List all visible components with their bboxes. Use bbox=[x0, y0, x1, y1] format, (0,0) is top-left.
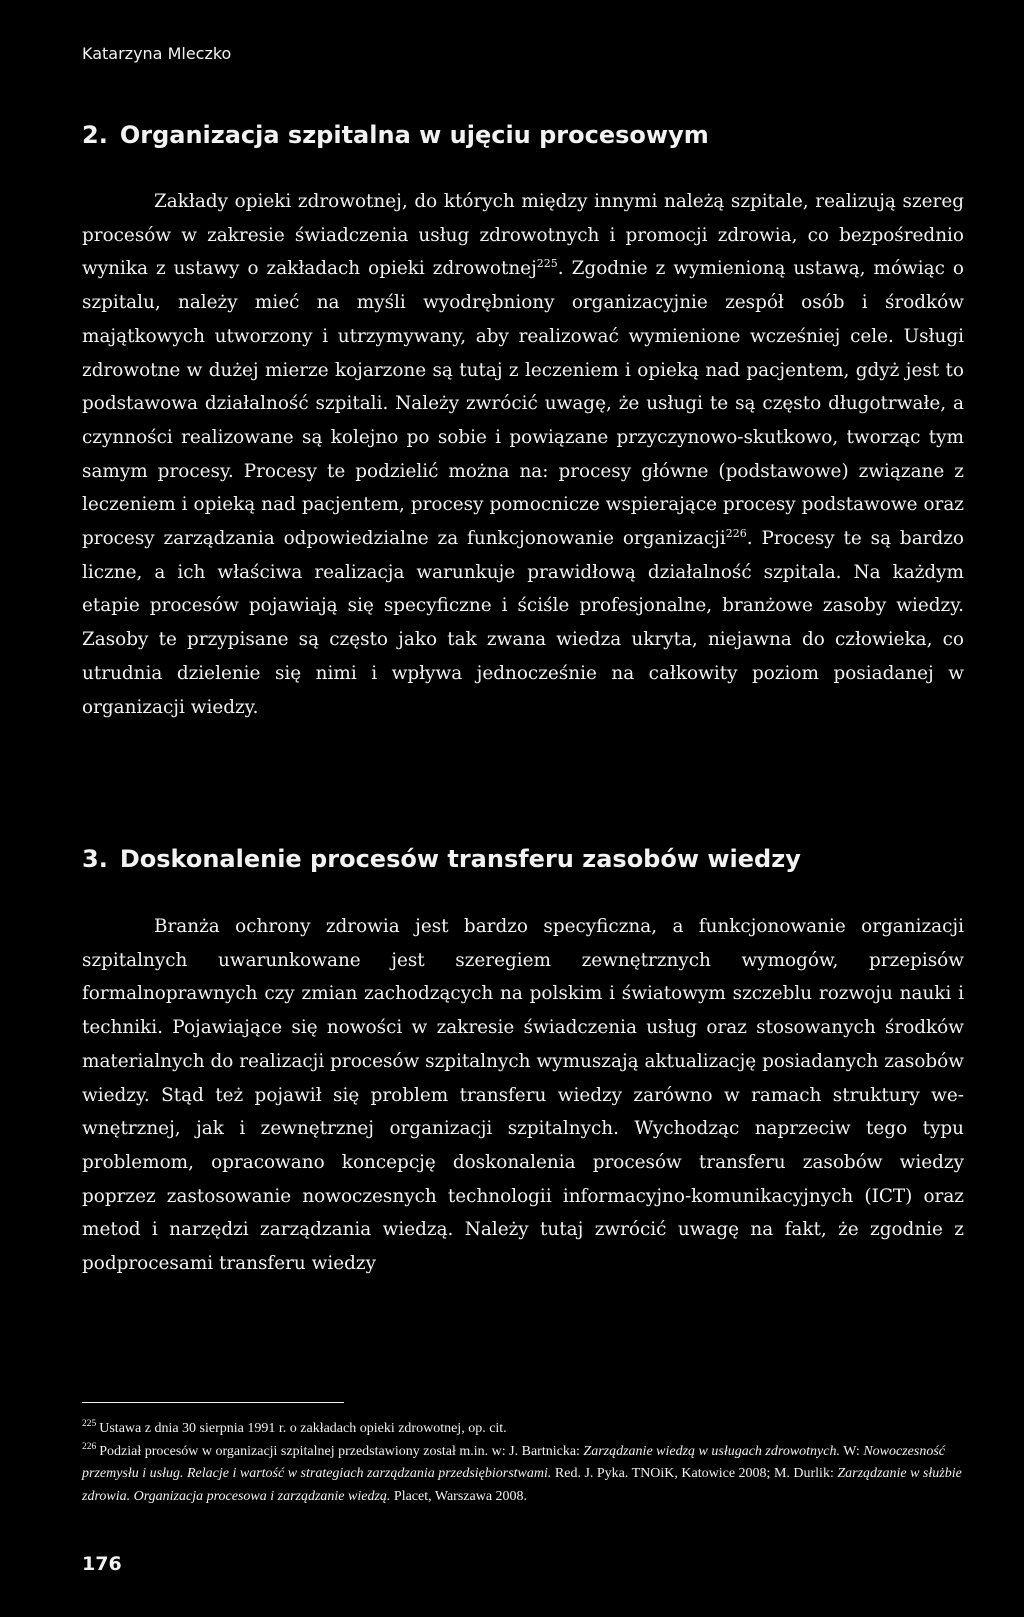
footnote-225 bbox=[82, 1418, 964, 1441]
section-3-paragraph: Branża ochrony zdrowia jest bardzo specyficzna, a funkcjonowanie organizacji szpitalnych uwarunkowane jest szeregiem zewnętrznych wymogów, przepisów formalnoprawnych czy zmian zachodzących na polskim i światowym szczeblu rozwoju nauki i techniki. Pojawiające się nowości w zakresie świadczenia usług oraz stosowanych środków materialnych do realizacji procesów szpitalnych wymuszają aktualizację posiadanych zasobów wiedzy. Stąd też pojawił się problem transferu wiedzy zarówno w ramach struktury wewnętrznej, jak i zewnętrznej organizacji szpitalnych. Wychodząc naprzeciw tego typu problemom, opracowano koncepcję doskonalenia procesów transferu zasobów wiedzy poprzez zastosowanie nowoczesnych technologii informacyjno-komunikacyjnych (ICT) oraz metod i narzędzi zarządzania wiedzą. Należy tutaj zwrócić uwagę na fakt, że zgodnie z podprocesami transferu wiedzy bbox=[82, 916, 964, 1275]
footnote-reference-226[interactable]: 226 bbox=[725, 526, 747, 540]
footnote-separator bbox=[82, 1402, 344, 1403]
footnote-text bbox=[82, 1441, 962, 1504]
footnote-title-italic: Zarządzanie wiedzą w usługach zdrowotnych. bbox=[583, 1443, 840, 1459]
paragraph-text: . Zgodnie z wymienioną ustawą, mówiąc o szpitalu, należy mieć na myśli wyodrębniony organizacyjnie zespół osób i środków majątkowych utworzony i utrzymywany, aby realizować wymienione wcześniej cele. Usługi zdrowotne w dużej mierze kojarzone są tutaj z leczeniem i opieką nad pacjentem, gdyż jest to podstawowa działalność szpitali. Należy zwrócić uwagę, że usługi te są często długotrwałe, a czynności realizowane są kolejno po sobie i powiązane przyczynowo-skutkowo, tworząc tym samym procesy. Procesy te podzielić można na: procesy główne (podstawowe) związane z leczeniem i opieką nad pacjentem, procesy pomocnicze wspierające procesy podstawowe oraz procesy zarządzania odpowiedzialne za funkcjonowanie organizacji bbox=[82, 258, 964, 550]
footnote-mark: 226 bbox=[82, 1441, 97, 1452]
footnote-segment: Ustawa z dnia 30 sierpnia 1991 r. o zakładach opieki zdrowotnej, op. cit. bbox=[99, 1421, 507, 1436]
section-3-title: Doskonalenie procesów transferu zasobów wiedzy bbox=[119, 845, 801, 873]
section-2-number: 2. bbox=[82, 121, 108, 149]
footnote-mark: 225 bbox=[82, 1419, 97, 1430]
paragraph-text: . Procesy te są bardzo liczne, a ich właściwa realizacja warunkuje prawidłową działalność szpitala. Na każdym etapie procesów pojawiają się specyficzne i ściśle profesjonalne, branżowe zasoby wiedzy. Zasoby te przypisane są często jako tak zwana wiedza ukryta, niejawna do człowieka, co utrudnia dzielenie się nimi i wpływa jednocześnie na całkowity poziom posiadanej w organizacji wiedzy. bbox=[82, 528, 964, 718]
page-number: 176 bbox=[82, 1553, 122, 1575]
footnote-title-italic: Zarządzanie w służbie zdrowia. Organizacja procesowa i zarządzanie wiedzą. bbox=[82, 1466, 962, 1504]
footnotes bbox=[82, 1418, 964, 1508]
footnote-segment: Placet, Warszawa 2008. bbox=[390, 1488, 528, 1504]
section-3-number: 3. bbox=[82, 845, 108, 873]
footnote-reference-225[interactable]: 225 bbox=[536, 257, 558, 271]
footnote-segment: W: bbox=[839, 1443, 864, 1459]
section-2-title: Organizacja szpitalna w ujęciu procesowym bbox=[119, 121, 709, 149]
footnote-segment: Podział procesów w organizacji szpitalnej przedstawiony został m.in. w: J. Bartnicka: bbox=[99, 1443, 584, 1459]
section-3-heading bbox=[82, 845, 801, 873]
footnote-title-italic: Nowoczesność przemysłu i usług. Relacje i wartość w strategiach zarządzania przedsiębiorstwami. bbox=[82, 1443, 945, 1481]
running-header-author: Katarzyna Mleczko bbox=[82, 44, 232, 63]
footnote-segment: Red. J. Pyka. TNOiK, Katowice 2008; M. Durlik: bbox=[551, 1466, 838, 1481]
footnote-text bbox=[99, 1421, 506, 1436]
footnote-226 bbox=[82, 1441, 964, 1509]
paragraph-text: Zakłady opieki zdrowotnej, do których między innymi należą szpitale, realizują szereg procesów w zakresie świadczenia usług zdrowotnych i promocji zdrowia, co bezpośrednio wynika z ustawy o zakładach opieki zdrowotnej bbox=[82, 191, 964, 280]
section-2-paragraph bbox=[82, 185, 964, 724]
section-2-heading bbox=[82, 121, 709, 149]
